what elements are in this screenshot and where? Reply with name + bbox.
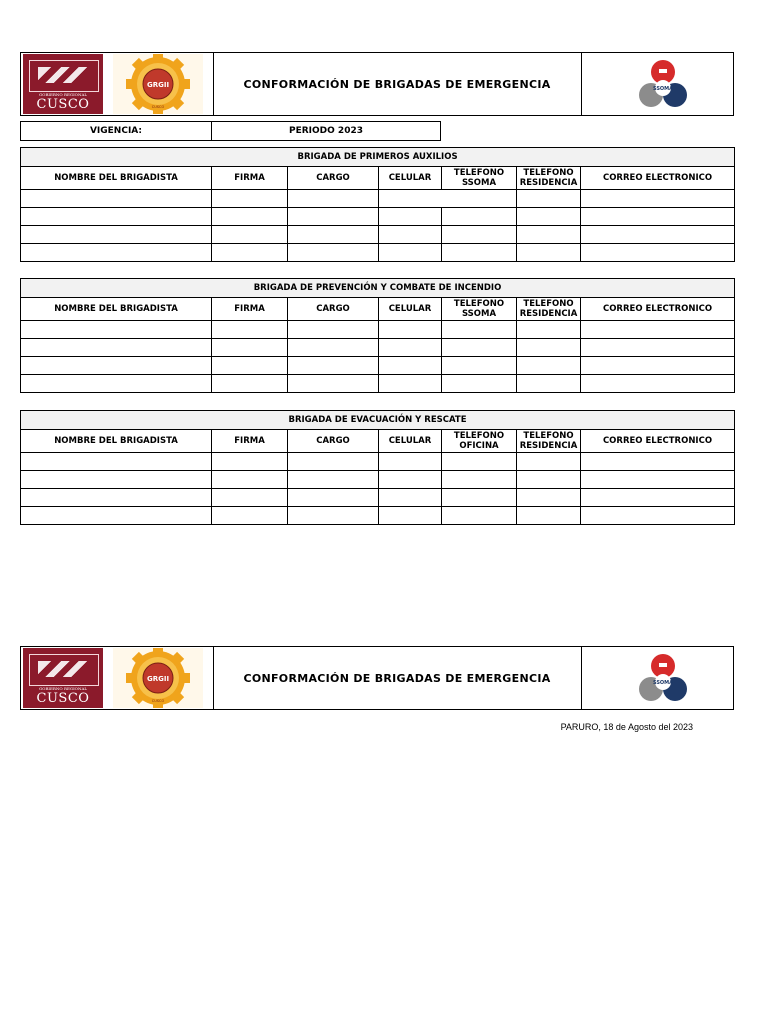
- table-cell[interactable]: [379, 244, 442, 262]
- table-cell[interactable]: [581, 339, 735, 357]
- table-cell[interactable]: [581, 226, 735, 244]
- table-cell[interactable]: [288, 471, 379, 489]
- table-cell[interactable]: [581, 471, 735, 489]
- col-correo: CORREO ELECTRONICO: [581, 298, 735, 321]
- table-row: [21, 226, 735, 244]
- table-cell[interactable]: [517, 226, 581, 244]
- table-cell[interactable]: [517, 321, 581, 339]
- header-banner: [20, 52, 734, 116]
- table-cell[interactable]: [212, 208, 288, 226]
- table-cell[interactable]: [212, 339, 288, 357]
- header-logos: [21, 647, 214, 709]
- col-cargo: CARGO: [288, 167, 379, 190]
- place-date: PARURO, 18 de Agosto del 2023: [560, 722, 693, 732]
- table-cell[interactable]: [212, 375, 288, 393]
- cusco-seal-icon: [29, 654, 99, 686]
- table-cell[interactable]: [212, 489, 288, 507]
- vigencia-label: VIGENCIA:: [20, 121, 212, 141]
- table-cell[interactable]: [288, 208, 379, 226]
- table-cell[interactable]: [442, 453, 517, 471]
- table-cell[interactable]: [379, 190, 517, 208]
- table-cell[interactable]: [288, 190, 379, 208]
- brigada-primeros-auxilios-table: [20, 147, 735, 262]
- table-cell[interactable]: [212, 321, 288, 339]
- col-cargo: CARGO: [288, 298, 379, 321]
- table-cell[interactable]: [581, 357, 735, 375]
- table-cell[interactable]: [21, 357, 212, 375]
- table-cell[interactable]: [288, 507, 379, 525]
- col-firma: FIRMA: [212, 298, 288, 321]
- table-cell[interactable]: [21, 471, 212, 489]
- table-cell[interactable]: [581, 208, 735, 226]
- header-right-logo-cell: [581, 53, 734, 115]
- vigencia-value: PERIODO 2023: [211, 121, 441, 141]
- col-telefono-residencia: TELEFONO RESIDENCIA: [517, 430, 581, 453]
- document-title: CONFORMACIÓN DE BRIGADAS DE EMERGENCIA: [243, 77, 551, 91]
- table-cell[interactable]: [517, 244, 581, 262]
- table-cell[interactable]: [288, 453, 379, 471]
- table-cell[interactable]: [442, 226, 517, 244]
- table-cell[interactable]: [288, 226, 379, 244]
- logo-center-sub: CUSCO: [151, 105, 165, 109]
- table-cell[interactable]: [442, 375, 517, 393]
- table-cell[interactable]: [581, 244, 735, 262]
- table-cell[interactable]: [288, 339, 379, 357]
- table-cell[interactable]: [442, 339, 517, 357]
- logo-right-text: SSOMA: [652, 86, 674, 92]
- col-celular: CELULAR: [379, 167, 442, 190]
- table-cell[interactable]: [517, 375, 581, 393]
- table-cell[interactable]: [442, 357, 517, 375]
- logo-left-sub: GOBIERNO REGIONAL: [38, 686, 87, 691]
- header-banner-repeat: [20, 646, 734, 710]
- ssoma-logo: [632, 651, 694, 707]
- gobierno-regional-cusco-logo: [23, 54, 103, 114]
- table-cell[interactable]: [288, 244, 379, 262]
- table-cell[interactable]: [212, 190, 288, 208]
- table-cell[interactable]: [517, 339, 581, 357]
- col-firma: FIRMA: [212, 167, 288, 190]
- table-row: [21, 244, 735, 262]
- table-cell[interactable]: [212, 226, 288, 244]
- table-cell[interactable]: [581, 453, 735, 471]
- table-cell[interactable]: [21, 208, 212, 226]
- table-cell[interactable]: [517, 357, 581, 375]
- table-cell[interactable]: [288, 321, 379, 339]
- table-cell[interactable]: [379, 208, 442, 226]
- table-cell[interactable]: [21, 244, 212, 262]
- brigada-title: BRIGADA DE EVACUACIÓN Y RESCATE: [21, 411, 735, 430]
- table-cell[interactable]: [581, 321, 735, 339]
- table-row: [21, 375, 735, 393]
- table-row: [21, 453, 735, 471]
- col-correo: CORREO ELECTRONICO: [581, 167, 735, 190]
- table-cell[interactable]: [212, 471, 288, 489]
- document-title: CONFORMACIÓN DE BRIGADAS DE EMERGENCIA: [243, 671, 551, 685]
- col-telefono-ssoma: TELEFONO SSOMA: [442, 298, 517, 321]
- logo-left-name: CUSCO: [36, 97, 90, 112]
- table-cell[interactable]: [581, 489, 735, 507]
- table-cell[interactable]: [379, 321, 442, 339]
- table-cell[interactable]: [21, 507, 212, 525]
- col-nombre: NOMBRE DEL BRIGADISTA: [21, 430, 212, 453]
- table-cell[interactable]: [442, 208, 517, 226]
- table-row: [21, 507, 735, 525]
- table-row: [21, 489, 735, 507]
- logo-center-text: GRGII: [146, 81, 170, 89]
- logo-center-sub: CUSCO: [151, 699, 165, 703]
- table-cell[interactable]: [212, 507, 288, 525]
- col-firma: FIRMA: [212, 430, 288, 453]
- brigada-title: BRIGADA DE PRIMEROS AUXILIOS: [21, 148, 735, 167]
- col-correo: CORREO ELECTRONICO: [581, 430, 735, 453]
- table-row: [21, 339, 735, 357]
- logo-center-text: GRGII: [146, 675, 170, 683]
- table-cell[interactable]: [212, 357, 288, 375]
- table-row: [21, 190, 735, 208]
- col-telefono-residencia: TELEFONO RESIDENCIA: [517, 167, 581, 190]
- table-cell[interactable]: [21, 190, 212, 208]
- table-cell[interactable]: [442, 507, 517, 525]
- table-cell[interactable]: [21, 321, 212, 339]
- table-row: [21, 208, 735, 226]
- table-row: [21, 321, 735, 339]
- table-cell[interactable]: [21, 226, 212, 244]
- table-cell[interactable]: [379, 226, 442, 244]
- table-cell[interactable]: [581, 190, 735, 208]
- table-cell[interactable]: [288, 489, 379, 507]
- table-cell[interactable]: [379, 339, 442, 357]
- table-cell[interactable]: [21, 375, 212, 393]
- col-nombre: NOMBRE DEL BRIGADISTA: [21, 167, 212, 190]
- table-cell[interactable]: [442, 471, 517, 489]
- table-cell[interactable]: [288, 375, 379, 393]
- header-logos: [21, 53, 214, 115]
- col-nombre: NOMBRE DEL BRIGADISTA: [21, 298, 212, 321]
- table-cell[interactable]: [379, 471, 442, 489]
- table-cell[interactable]: [517, 507, 581, 525]
- table-row: [21, 471, 735, 489]
- table-cell[interactable]: [517, 190, 581, 208]
- table-cell[interactable]: [379, 489, 442, 507]
- table-cell[interactable]: [517, 471, 581, 489]
- table-row: [21, 357, 735, 375]
- table-cell[interactable]: [21, 453, 212, 471]
- table-cell[interactable]: [517, 453, 581, 471]
- table-cell[interactable]: [517, 489, 581, 507]
- brigada-evacuacion-table: [20, 410, 735, 525]
- table-cell[interactable]: [212, 453, 288, 471]
- cusco-seal-icon: [29, 60, 99, 92]
- gobierno-regional-cusco-logo: [23, 648, 103, 708]
- ssoma-logo: [632, 57, 694, 113]
- brigada-incendio-table: [20, 278, 735, 393]
- table-cell[interactable]: [517, 208, 581, 226]
- table-cell[interactable]: [442, 489, 517, 507]
- table-cell[interactable]: [21, 489, 212, 507]
- table-cell[interactable]: [379, 507, 442, 525]
- col-celular: CELULAR: [379, 298, 442, 321]
- table-cell[interactable]: [581, 375, 735, 393]
- table-cell[interactable]: [212, 244, 288, 262]
- col-telefono-ssoma: TELEFONO SSOMA: [442, 167, 517, 190]
- table-cell[interactable]: [379, 357, 442, 375]
- grgii-gear-logo: [113, 54, 203, 114]
- table-cell[interactable]: [21, 339, 212, 357]
- table-cell[interactable]: [288, 357, 379, 375]
- table-cell[interactable]: [379, 453, 442, 471]
- logo-left-name: CUSCO: [36, 691, 90, 706]
- table-cell[interactable]: [379, 375, 442, 393]
- logo-left-sub: GOBIERNO REGIONAL: [38, 92, 87, 97]
- table-cell[interactable]: [581, 507, 735, 525]
- col-cargo: CARGO: [288, 430, 379, 453]
- logo-right-text: SSOMA: [652, 680, 674, 686]
- table-cell[interactable]: [442, 244, 517, 262]
- table-cell[interactable]: [442, 321, 517, 339]
- brigada-title: BRIGADA DE PREVENCIÓN Y COMBATE DE INCENDIO: [21, 279, 735, 298]
- col-celular: CELULAR: [379, 430, 442, 453]
- header-right-logo-cell: [581, 647, 734, 709]
- col-telefono-residencia: TELEFONO RESIDENCIA: [517, 298, 581, 321]
- grgii-gear-logo: [113, 648, 203, 708]
- col-telefono-oficina: TELEFONO OFICINA: [442, 430, 517, 453]
